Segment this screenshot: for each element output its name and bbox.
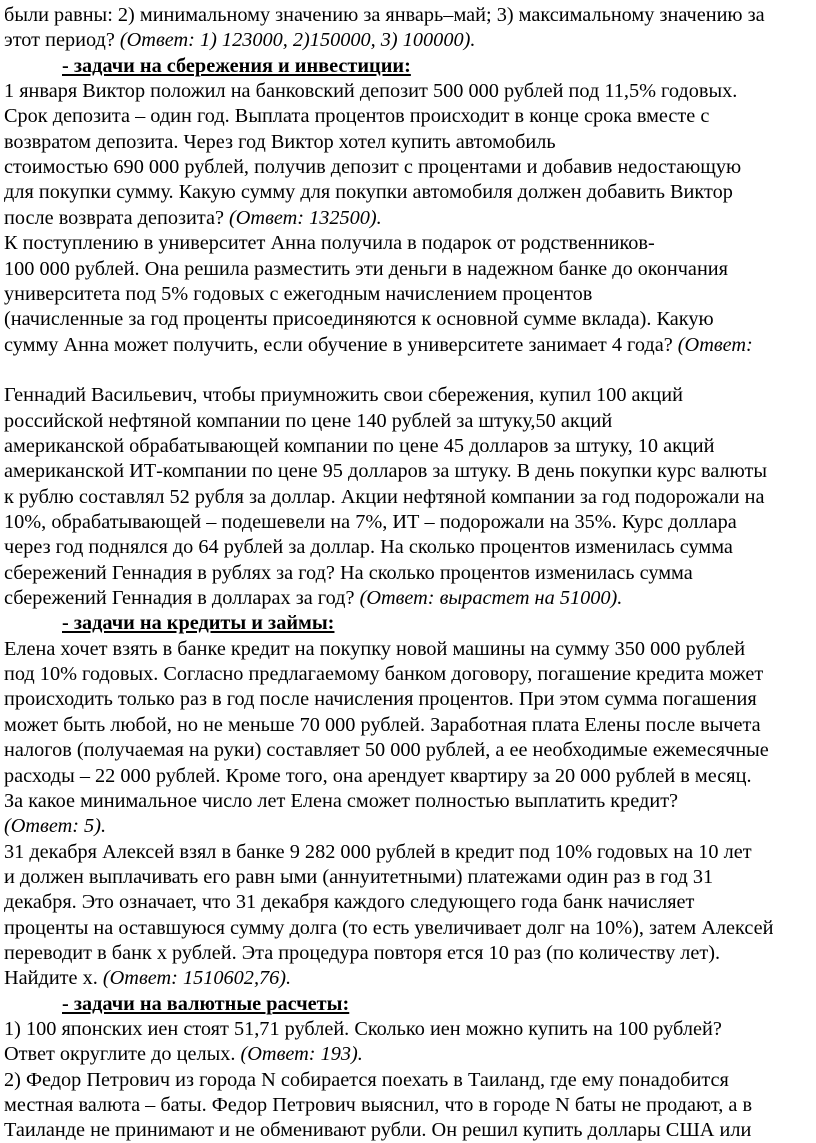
line-text: 10%, обрабатывающей – подешевели на 7%, ИТ – подорожали на 35%. Курс доллара — [4, 511, 737, 533]
line-text: российской нефтяной компании по цене 140 рублей за штуку,50 акций — [4, 409, 613, 432]
text-line — [4, 965, 816, 991]
text-line — [4, 382, 816, 408]
text-line — [4, 585, 816, 611]
answer-text: (Ответ: 1) 123000, 2)150000, 3) 100000). — [119, 29, 476, 52]
section-heading — [62, 991, 816, 1017]
line-text: За какое минимальное число лет Елена сможет полностью выплатить кредит? — [4, 789, 679, 812]
line-text: происходить только раз в год после начисления процентов. При этом сумма погашения — [4, 688, 757, 711]
text-line — [4, 256, 816, 282]
line-text: под 10% годовых. Согласно предлагаемому банком договору, погашение кредита может — [4, 663, 764, 686]
text-line — [4, 230, 816, 256]
line-text: Елена хочет взять в банке кредит на покупку новой машины на сумму 350 000 рублей — [4, 637, 746, 660]
text-line — [4, 2, 816, 28]
text-line — [4, 458, 816, 484]
line-text: сумму Анна может получить, если обучение в университете занимает 4 года? — [4, 333, 678, 356]
text-line — [4, 129, 816, 155]
line-text: (начисленные за год проценты присоединяются к основной сумме вклада). Какую — [4, 308, 714, 331]
text-line — [4, 712, 816, 738]
text-line — [4, 839, 816, 865]
text-line — [4, 154, 816, 180]
text-line — [4, 864, 816, 890]
line-text: Срок депозита – один год. Выплата процентов происходит в конце срока вместе с — [4, 105, 710, 128]
text-line — [4, 509, 816, 535]
line-text: Найдите x. — [4, 967, 103, 990]
text-line — [4, 560, 816, 586]
answer-text: (Ответ: 193). — [240, 1043, 363, 1066]
text-line — [4, 534, 816, 560]
text-line — [4, 1016, 816, 1042]
text-line — [4, 1067, 816, 1093]
text-line — [4, 179, 816, 205]
text-line — [4, 433, 816, 459]
line-text: 2) Федор Петрович из города N собирается поехать в Таиланд, где ему понадобится — [4, 1068, 729, 1091]
text-line — [4, 1041, 816, 1067]
text-line — [4, 889, 816, 915]
text-line — [4, 813, 816, 839]
line-text: возвратом депозита. Через год Виктор хотел купить автомобиль — [4, 130, 556, 153]
line-text: американской ИТ-компании по цене 95 долларов за штуку. В день покупки курс валюты — [4, 460, 767, 483]
line-text: - задачи на сбережения и инвестиции: — [62, 54, 411, 77]
text-line — [4, 661, 816, 687]
line-text: университета под 5% годовых с ежегодным начислением процентов — [4, 282, 593, 305]
line-text: декабря. Это означает, что 31 декабря каждого следующего года банк начисляет — [4, 891, 695, 914]
text-line — [4, 281, 816, 307]
line-text: - задачи на кредиты и займы: — [62, 612, 335, 635]
line-text: К поступлению в университет Анна получила в подарок от родственников- — [4, 232, 655, 255]
answer-text: (Ответ: вырастет на 51000). — [359, 587, 623, 610]
line-text: 100 000 рублей. Она решила разместить эти деньги в надежном банке до окончания — [4, 257, 728, 280]
text-line — [4, 1092, 816, 1118]
line-text: местная валюта – баты. Федор Петрович выяснил, что в городе N баты не продают, а в — [4, 1094, 753, 1117]
line-text: расходы – 22 000 рублей. Кроме того, она арендует квартиру за 20 000 рублей в месяц. — [4, 764, 752, 787]
line-text: к рублю составлял 52 рубля за доллар. Акции нефтяной компании за год подорожали на — [4, 485, 765, 508]
text-line — [4, 940, 816, 966]
line-text: проценты на оставшуюся сумму долга (то есть увеличивает долг на 10%), затем Алексей — [4, 916, 774, 939]
answer-text: (Ответ: — [677, 333, 753, 356]
line-text: через год поднялся до 64 рублей за доллар. На сколько процентов изменилась сумма — [4, 536, 733, 559]
text-line — [4, 78, 816, 104]
line-text: 1) 100 японских иен стоят 51,71 рублей. Сколько иен можно купить на 100 рублей? — [4, 1018, 722, 1040]
text-line — [4, 332, 816, 358]
text-line — [4, 686, 816, 712]
text-line — [4, 408, 816, 434]
line-text: Ответ округлите до целых. — [4, 1043, 241, 1066]
line-text: 31 декабря Алексей взял в банке 9 282 000 рублей в кредит под 10% годовых на 10 лет — [4, 840, 752, 863]
answer-text: (Ответ: 132500). — [229, 206, 382, 229]
text-line — [4, 27, 816, 53]
line-text: стоимостью 690 000 рублей, получив депозит с процентами и добавив недостающую — [4, 156, 742, 179]
line-text: может быть любой, но не меньше 70 000 рублей. Заработная плата Елены после вычета — [4, 713, 761, 736]
line-text: переводит в банк x рублей. Эта процедура повторя ется 10 раз (по количеству лет). — [4, 941, 721, 964]
line-text: этот период? — [4, 29, 120, 52]
line-text: 1 января Виктор положил на банковский депозит 500 000 рублей под 11,5% годовых. — [4, 80, 738, 103]
text-line — [4, 788, 816, 814]
line-text: налогов (получаемая на руки) составляет 50 000 рублей, а ее необходимые ежемесячные — [4, 739, 769, 762]
section-heading — [62, 610, 816, 636]
text-line — [4, 915, 816, 941]
line-text: и должен выплачивать его равн ыми (аннуитетными) платежами один раз в год 31 — [4, 865, 714, 888]
answer-text: (Ответ: 1510602,76). — [102, 967, 292, 990]
text-line — [4, 1117, 816, 1143]
line-text: сбережений Геннадия в долларах за год? — [4, 587, 360, 610]
text-line — [4, 737, 816, 763]
text-line — [4, 205, 816, 231]
line-text: после возврата депозита? — [4, 206, 230, 229]
text-line — [4, 306, 816, 332]
line-text: Таиланде не принимают и не обменивают рубли. Он решил купить доллары США или — [4, 1119, 752, 1142]
line-text: для покупки сумму. Какую сумму для покупки автомобиля должен добавить Виктор — [4, 181, 733, 204]
text-line — [4, 484, 816, 510]
text-line — [4, 103, 816, 129]
line-text: сбережений Геннадия в рублях за год? На сколько процентов изменилась сумма — [4, 561, 693, 584]
line-text: были равны: 2) минимальному значению за январь–май; 3) максимальному значению за — [4, 4, 765, 26]
line-text: - задачи на валютные расчеты: — [62, 992, 350, 1015]
line-text: Геннадий Васильевич, чтобы приумножить свои сбережения, купил 100 акций — [4, 384, 683, 407]
answer-text: (Ответ: 5). — [4, 815, 107, 838]
text-line — [4, 636, 816, 662]
text-line — [4, 763, 816, 789]
line-text: американской обрабатывающей компании по цене 45 долларов за штуку, 10 акций — [4, 434, 715, 457]
section-heading — [62, 53, 816, 79]
